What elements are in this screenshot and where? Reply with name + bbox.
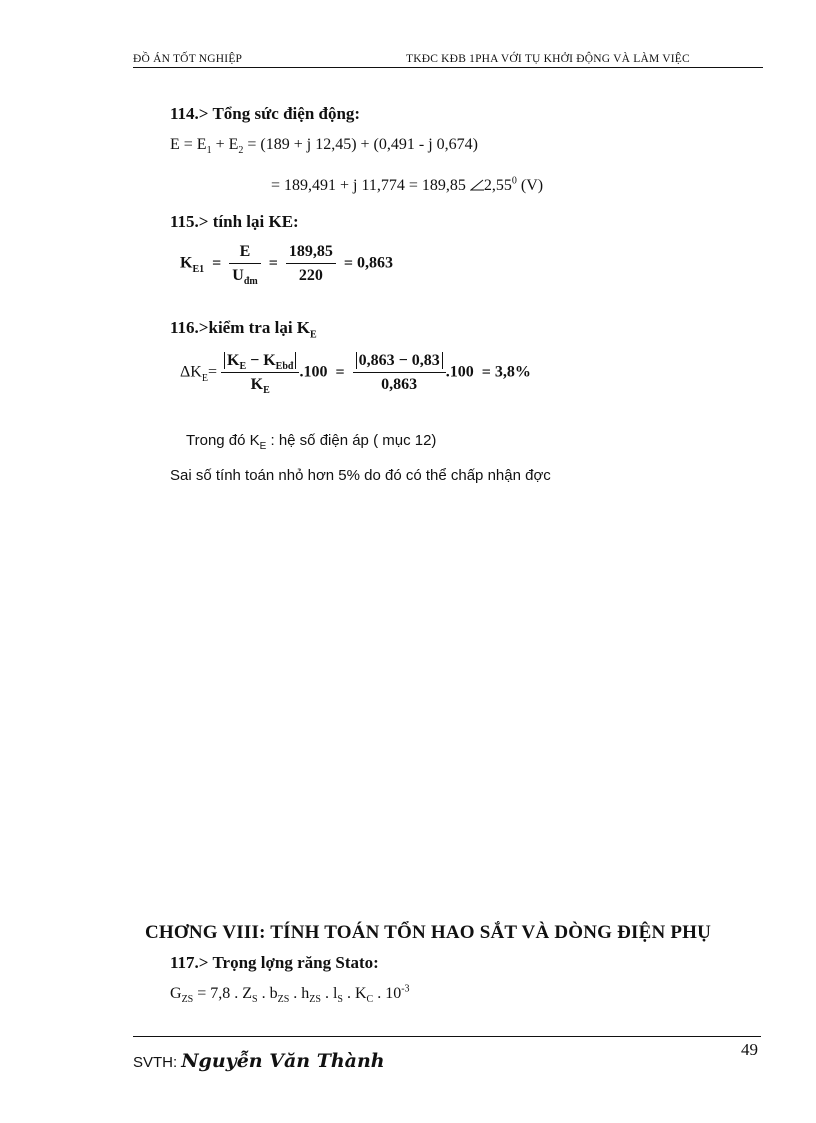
formula-mul: .100 — [445, 363, 474, 381]
eq-text: = 7,8 . Z — [193, 985, 253, 1002]
section-115-title: 115.> tính lại KE: — [170, 212, 299, 231]
formula-eq: = — [207, 363, 217, 381]
eq-sub: ZS — [309, 994, 321, 1006]
eq-sup: -3 — [401, 983, 410, 995]
section-114-title: 114.> Tổng sức điện động: — [170, 104, 361, 123]
formula-115: $K_{E1}$ = $\frac{E}{U_{đm}}$ = $\frac{189,85}{220}$ = 0,863 — [180, 243, 393, 288]
eq-sub: S — [252, 994, 258, 1006]
header-rule — [133, 67, 763, 68]
fraction-symbolic — [221, 352, 299, 397]
svth-label: SVTH: — [133, 1054, 178, 1071]
chapter-title: CHƠNG VIII: TÍNH TOÁN TỔN HAO SẮT VÀ DÒNG ĐIỆN PHỤ — [145, 922, 712, 943]
note-sub: E — [259, 441, 267, 452]
page-number: 49 — [741, 1040, 758, 1059]
formula-delta: ΔK — [180, 363, 202, 381]
eq-text: 2,55 — [483, 177, 512, 194]
formula-result: 0,863 — [356, 254, 393, 272]
fraction-numeric — [286, 243, 336, 285]
num-text: − K — [246, 352, 276, 369]
eq-text: . K — [342, 985, 367, 1002]
title-text: 116.>kiểm tra lại K — [170, 318, 311, 337]
eq-text: . h — [289, 985, 310, 1002]
eq-text: . b — [257, 985, 278, 1002]
author-name: Nguyễn Văn Thành — [181, 1050, 385, 1072]
fraction-numerator — [221, 352, 299, 373]
eq-sub: C — [366, 994, 374, 1006]
equation-114-line2 — [271, 177, 543, 195]
eq-sub: 1 — [206, 145, 212, 157]
footer-signature — [133, 1050, 385, 1072]
note-trong-do — [186, 432, 437, 452]
section-117-title: 117.> Trọng lợng răng Stato: — [170, 953, 379, 972]
note-sai-so: Sai số tính toán nhỏ hơn 5% do đó có thể chấp nhận đợc — [170, 467, 551, 484]
fraction-denominator: 220 — [298, 267, 323, 284]
absolute-value: 0,863 − 0,83 — [356, 352, 443, 369]
eq-sub: 2 — [238, 145, 244, 157]
eq-sub: S — [337, 994, 343, 1006]
fraction-numeric — [353, 352, 446, 394]
eq-text: (V) — [516, 177, 544, 194]
fraction-denominator — [229, 264, 260, 288]
eq-text: . l — [320, 985, 338, 1002]
den-text: K — [250, 376, 264, 393]
formula-sub: E — [201, 372, 208, 384]
angle-icon — [470, 179, 484, 191]
fraction-numerator — [353, 352, 446, 373]
fraction-e-over-u — [229, 243, 260, 288]
title-sub: E — [310, 329, 317, 341]
eq-sup: 0 — [511, 175, 517, 187]
equation-114-line1 — [170, 136, 478, 157]
fraction-denominator — [221, 373, 299, 397]
header-left: ĐỒ ÁN TỐT NGHIỆP — [133, 53, 243, 65]
num-sub: Ebđ — [275, 361, 294, 373]
equation-117 — [170, 983, 410, 1006]
formula-k: K — [180, 254, 193, 272]
fraction-numerator: 189,85 — [286, 243, 336, 264]
formula-sub: E1 — [192, 263, 205, 275]
eq-sub: ZS — [277, 994, 290, 1006]
den-sub: E — [263, 385, 270, 397]
den-text: U — [232, 267, 244, 284]
note-text: : hệ số điện áp ( mục 12) — [266, 432, 437, 449]
eq-text: = 189,491 + j 11,774 = 189,85 — [271, 177, 466, 194]
num-sub: E — [239, 361, 247, 373]
eq-text: + E — [211, 136, 239, 153]
den-sub: đm — [243, 276, 258, 288]
eq-text: . 10 — [373, 985, 402, 1002]
fraction-numerator: E — [229, 243, 260, 264]
num-text: K — [226, 352, 240, 369]
eq-text: = (189 + j 12,45) + (0,491 - j 0,674) — [243, 136, 478, 153]
note-text: Trong đó K — [186, 432, 260, 449]
footer-rule — [133, 1036, 761, 1037]
eq-sub: ZS — [181, 994, 194, 1006]
header-right: TKĐC KĐB 1PHA VỚI TỤ KHỞI ĐỘNG VÀ LÀM VIỆC — [406, 53, 690, 65]
eq-text: E = E — [170, 136, 207, 153]
formula-result: 3,8% — [494, 363, 531, 381]
formula-116: $\Delta K_E=$ $\frac{K_E - K_{Ebđ}}{K_E}$ .100 = $\frac{0,863 - 0,83}{0,863}$ .100 = 3,8% — [180, 352, 531, 397]
formula-mul: .100 — [299, 363, 328, 381]
section-116-title — [170, 318, 317, 341]
absolute-value — [224, 352, 296, 373]
fraction-denominator: 0,863 — [381, 376, 418, 393]
eq-text: G — [170, 985, 182, 1002]
